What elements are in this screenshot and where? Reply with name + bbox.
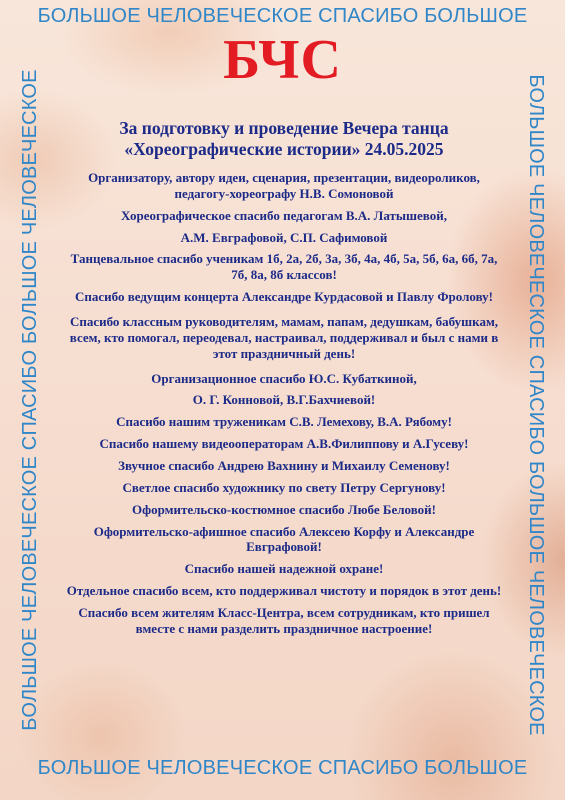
thanks-lighting: Светлое спасибо художнику по свету Петру Сергунову!: [122, 479, 446, 495]
frame-text-right: БОЛЬШОЕ ЧЕЛОВЕЧЕСКОЕ СПАСИБО БОЛЬШОЕ ЧЕЛОВЕЧЕСКОЕ: [525, 74, 547, 736]
thanks-sound: Звучное спасибо Андрею Вахнину и Михаилу Семенову!: [118, 458, 450, 474]
thanks-videographers: Спасибо нашему видеооператорам А.В.Филиппову и А.Гусеву!: [99, 436, 469, 452]
frame-text-left: БОЛЬШОЕ ЧЕЛОВЕЧЕСКОЕ СПАСИБО БОЛЬШОЕ ЧЕЛОВЕЧЕСКОЕ: [19, 69, 41, 731]
thanks-cleanliness: Отдельное спасибо всем, кто поддерживал чистоту и порядок в этот день!: [66, 583, 502, 599]
headline-line-1: За подготовку и проведение Вечера танца: [119, 118, 449, 138]
bchs-logo: БЧС: [223, 29, 342, 91]
thanks-posters: Оформительско-афишное спасибо Алексею Корфу и Александре Евграфовой!: [93, 523, 475, 555]
thanks-teachers-line-2: А.М. Евграфовой, С.П. Сафимовой: [180, 229, 388, 245]
thanks-organizer: Организатору, автору идеи, сценария, презентации, видеороликов, педагогу-хореографу Н.В. Сомоновой: [88, 170, 480, 201]
thanks-costume: Оформительско-костюмное спасибо Любе Беловой!: [132, 501, 436, 517]
thanks-students: Танцевальное спасибо ученикам 1б, 2а, 2б, 3а, 3б, 4а, 4б, 5а, 5б, 6а, 6б, 7а, 7б, 8а, 8б классов!: [70, 251, 498, 283]
thanks-organizational-line-1: Организационное спасибо Ю.С. Кубаткиной,: [151, 370, 417, 386]
thanks-hosts: Спасибо ведущим концерта Александре Курдасовой и Павлу Фролову!: [75, 289, 493, 305]
thanks-organizational-line-2: О. Г. Конновой, В.Г.Бахчиевой!: [192, 392, 376, 408]
thanks-security: Спасибо нашей надежной охране!: [184, 561, 384, 577]
thanks-list: [66, 170, 502, 637]
thanks-parents: Спасибо классным руководителям, мамам, папам, дедушкам, бабушкам, всем, кто помогал, переодевал, настраивал, поддерживал и был с нами в этот праздничный день!: [69, 314, 499, 361]
headline: [66, 118, 502, 160]
frame-text-top: БОЛЬШОЕ ЧЕЛОВЕЧЕСКОЕ СПАСИБО БОЛЬШОЕ: [37, 5, 528, 27]
poster-content: [66, 118, 502, 643]
thanks-teachers-line-1: Хореографическое спасибо педагогам В.А. Латышевой,: [121, 207, 447, 223]
frame-text-bottom: БОЛЬШОЕ ЧЕЛОВЕЧЕСКОЕ СПАСИБО БОЛЬШОЕ: [37, 757, 528, 779]
thanks-workers: Спасибо нашим труженикам С.В. Лемехову, В.А. Рябому!: [116, 414, 452, 430]
headline-line-2: «Хореографические истории» 24.05.2025: [124, 139, 444, 159]
thanks-residents: Спасибо всем жителям Класс-Центра, всем сотрудникам, кто пришел вместе с нами разделить праздничное настроение!: [78, 605, 490, 636]
